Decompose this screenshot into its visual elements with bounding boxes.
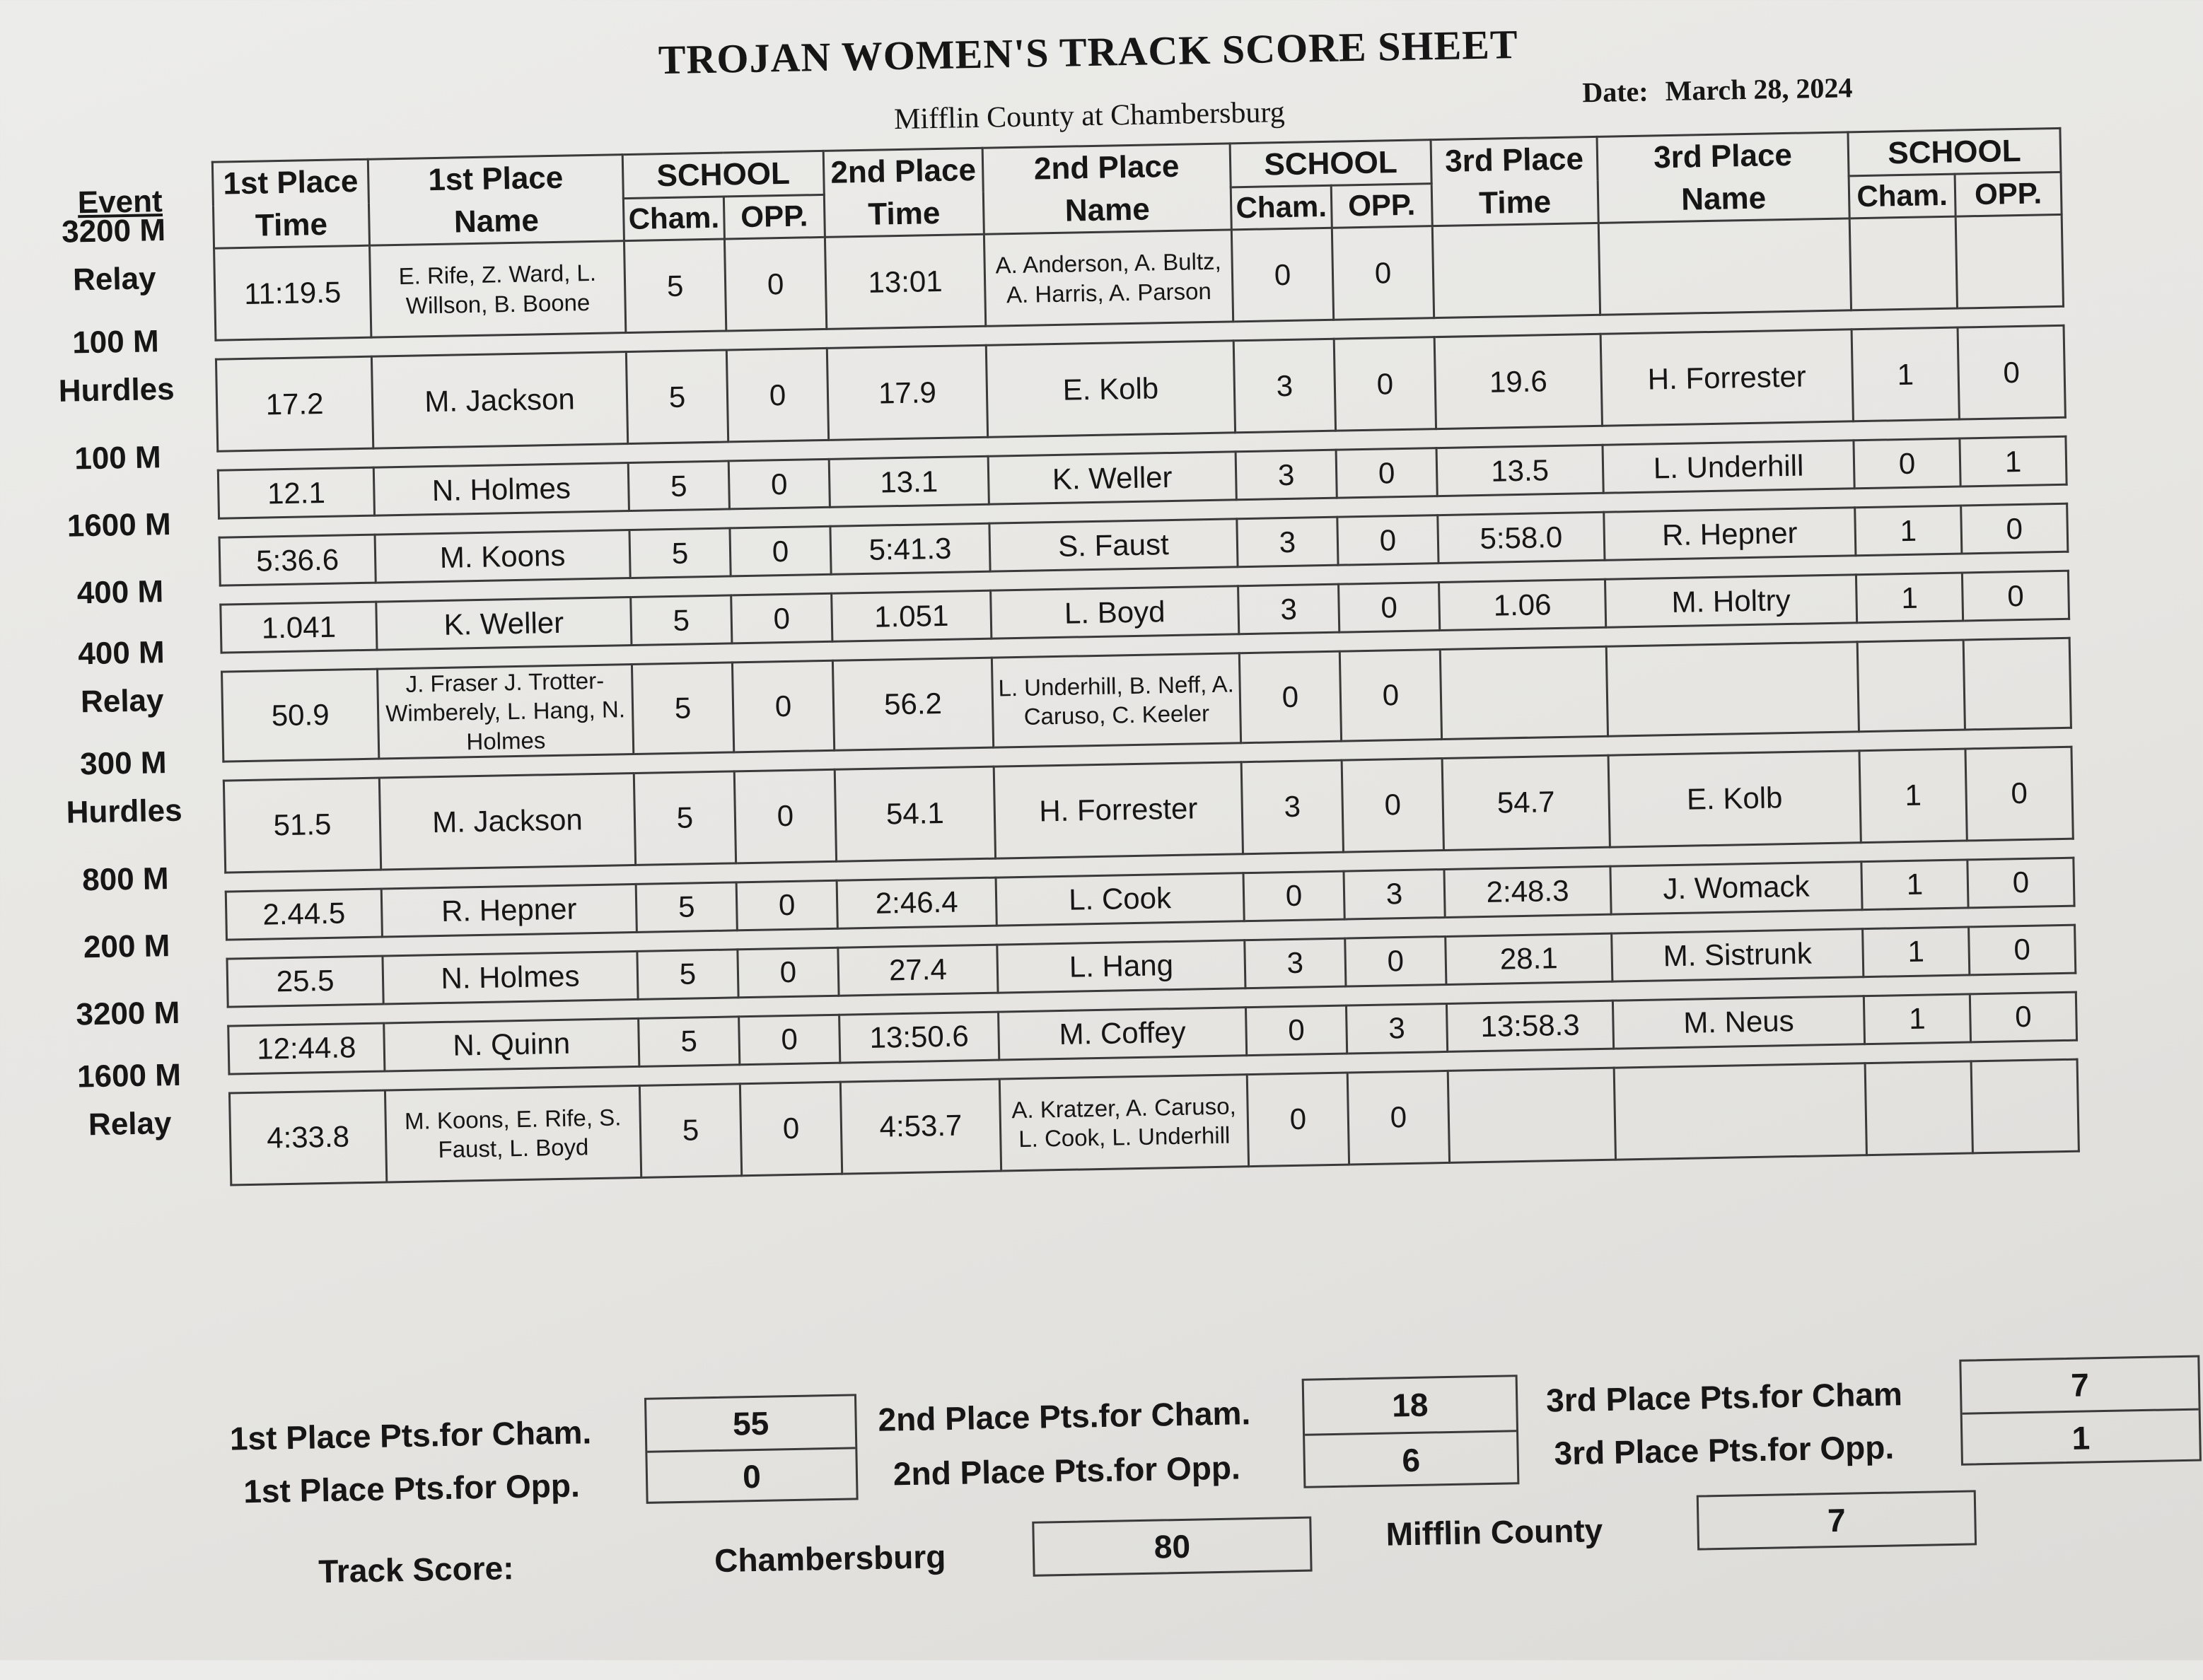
second-place-name: H. Forrester [994,762,1243,858]
second-place-opp: 0 [1339,650,1441,741]
third-place-time [1432,223,1600,317]
event-label-line: Hurdles [66,793,182,830]
first-place-opp: 0 [740,1082,842,1176]
event-label [22,433,214,484]
third-cham-label: 3rd Place Pts.for Cham [1545,1375,1903,1419]
event-label-line: 400 M [77,635,165,672]
header-third-time: 3rd Place Time [1431,136,1598,226]
first-place-time: 12.1 [218,467,374,518]
third-place-name: M. Sistrunk [1612,929,1864,981]
first-place-cham: 5 [639,1017,740,1067]
second-place-cham: 0 [1231,228,1333,322]
first-opp-label: 1st Place Pts.for Opp. [243,1466,581,1510]
event-label-line: Relay [72,261,156,298]
event-label [25,628,218,728]
second-place-time: 13:01 [825,234,985,329]
third-place-name: L. Underhill [1603,441,1854,493]
header-opp-3: OPP. [1955,173,2062,216]
second-place-opp: 0 [1336,448,1437,498]
third-place-cham [1849,216,1957,310]
track-score-label: Track Score: [318,1549,514,1590]
first-place-cham: 5 [639,1084,741,1178]
third-place-cham: 1 [1864,994,1970,1044]
second-place-name: L. Boyd [991,586,1239,638]
third-place-cham: 1 [1852,327,1959,421]
third-place-cham: 1 [1861,860,1968,910]
second-place-name: L. Underhill, B. Neff, A. Caruso, C. Keeler [992,653,1240,747]
first-place-name: J. Fraser J. Trotter-Wimberely, L. Hang, N. Holmes [378,665,634,759]
third-place-cham: 1 [1859,749,1967,843]
third-place-time: 19.6 [1434,334,1602,428]
third-opp-points: 1 [1963,1408,2199,1466]
first-place-time: 2.44.5 [226,889,382,940]
event-label [23,500,215,552]
third-place-name [1598,218,1851,315]
first-place-time: 25.5 [227,956,383,1007]
event-label-line: 3200 M [76,995,180,1032]
sheet-title: TROJAN WOMEN'S TRACK SCORE SHEET [658,21,1519,83]
third-place-opp: 0 [1962,571,2069,621]
away-team-score: 7 [1697,1490,1977,1550]
third-place-time: 13.5 [1436,445,1603,496]
third-place-opp [1955,214,2063,308]
third-place-time: 1.06 [1439,579,1606,630]
second-place-time: 5:41.3 [830,523,990,574]
first-place-name: R. Hepner [381,884,637,937]
event-label-line: 100 M [74,440,162,477]
third-place-opp: 0 [1967,858,2074,908]
second-place-time: 27.4 [838,945,998,996]
third-place-name: R. Hepner [1604,508,1856,560]
event-column-header: Event [77,184,163,221]
third-opp-label: 3rd Place Pts.for Opp. [1554,1428,1895,1472]
first-place-cham: 5 [637,950,738,1000]
first-place-cham: 5 [631,595,732,646]
third-place-cham [1865,1061,1972,1155]
second-place-time: 17.9 [827,345,987,440]
first-place-time: 5:36.6 [219,535,376,585]
second-opp-label: 2nd Place Pts.for Opp. [893,1449,1241,1493]
third-place-time: 54.7 [1442,755,1610,850]
event-label-line: 200 M [83,928,170,965]
event-label-line: Hurdles [58,371,175,409]
second-place-cham: 3 [1237,517,1338,567]
third-place-time [1448,1068,1615,1162]
second-place-time: 1.051 [832,590,992,641]
date-value: March 28, 2024 [1665,71,1853,107]
event-label [24,567,216,619]
event-label [28,738,220,838]
second-place-opp: 0 [1337,515,1438,566]
first-place-cham: 5 [632,663,733,754]
header-opp-1: OPP. [723,195,825,239]
second-place-cham: 0 [1239,651,1341,742]
first-place-cham: 5 [636,882,737,933]
first-place-cham: 5 [626,350,728,444]
first-place-cham: 5 [629,528,731,578]
header-cham-1: Cham. [623,197,724,240]
date-label: Date: [1581,75,1649,109]
second-place-cham: 3 [1236,450,1337,500]
third-place-time: 13:58.3 [1446,1001,1613,1051]
third-place-cham: 0 [1854,438,1960,489]
event-label [30,854,221,906]
event-label [20,317,212,416]
header-cham-2: Cham. [1231,186,1332,230]
second-opp-points: 6 [1305,1430,1517,1488]
header-first-name: 1st Place Name [368,155,624,246]
first-place-time: 50.9 [222,669,379,762]
first-place-name: N. Holmes [373,463,629,516]
third-cham-points: 7 [2070,1366,2090,1404]
first-place-name: M. Jackson [371,352,627,449]
second-place-opp: 0 [1345,936,1446,986]
third-place-opp [1971,1059,2079,1153]
second-place-opp: 0 [1339,583,1440,633]
first-place-time: 4:33.8 [229,1090,386,1185]
event-label [32,988,223,1040]
header-first-time: 1st Place Time [212,159,369,248]
first-place-cham: 5 [628,461,729,511]
second-place-time: 56.2 [832,658,993,750]
header-school-3: SCHOOL [1848,128,2061,176]
second-place-name: M. Coffey [999,1008,1247,1060]
event-label-line: 1600 M [76,1057,182,1095]
header-school-1: SCHOOL [622,151,824,199]
third-place-opp: 0 [1970,992,2076,1042]
event-label-line: 3200 M [61,212,166,250]
meet-date [1582,71,1853,109]
first-opp-points: 0 [647,1447,856,1503]
header-school-2: SCHOOL [1230,140,1431,188]
second-place-time: 4:53.7 [840,1079,1001,1174]
third-place-name [1614,1063,1866,1159]
third-place-name: E. Kolb [1608,751,1861,847]
event-label [33,1050,226,1150]
home-team-name: Chambersburg [714,1538,946,1580]
second-place-name: K. Weller [988,452,1236,504]
second-place-opp: 3 [1346,1003,1447,1054]
event-label-line: 400 M [76,574,164,611]
first-place-name: N. Quinn [384,1018,639,1071]
first-place-cham: 5 [634,771,736,865]
second-place-opp: 3 [1344,869,1445,919]
third-place-name: J. Womack [1610,862,1862,914]
first-place-name: N. Holmes [383,951,638,1004]
second-cham-points: 18 [1391,1386,1429,1424]
third-place-name: H. Forrester [1600,329,1853,426]
away-team-name: Mifflin County [1385,1512,1603,1553]
first-place-opp: 0 [731,593,832,643]
meet-subtitle: Mifflin County at Chambersburg [893,95,1286,136]
third-place-points-box [1959,1355,2202,1466]
first-place-time: 11:19.5 [214,245,371,340]
third-place-opp: 0 [1958,325,2065,419]
third-place-time: 2:48.3 [1444,866,1611,917]
first-place-opp: 0 [734,769,836,863]
third-place-time: 28.1 [1446,933,1612,984]
event-label-line: 1600 M [66,506,172,544]
first-place-name: M. Koons, E. Rife, S. Faust, L. Boyd [385,1085,641,1182]
third-place-opp [1963,638,2071,729]
event-label-line: Relay [88,1106,172,1143]
second-place-name: L. Cook [996,873,1244,926]
first-place-opp: 0 [724,237,826,331]
first-place-name: M. Koons [375,530,630,583]
first-place-name: M. Jackson [379,773,635,870]
second-place-time: 13:50.6 [839,1012,999,1063]
event-label [31,921,223,973]
second-place-points-box [1302,1375,1520,1488]
third-place-name: M. Neus [1612,996,1864,1048]
first-place-points-box [644,1394,859,1503]
second-place-cham: 0 [1245,1005,1347,1056]
first-cham-label: 1st Place Pts.for Cham. [229,1413,592,1457]
first-place-time: 51.5 [223,778,380,873]
second-place-name: E. Kolb [986,341,1235,437]
third-place-cham [1857,640,1965,731]
second-place-opp: 0 [1334,337,1436,431]
second-place-name: S. Faust [989,519,1238,571]
header-second-name: 2nd Place Name [982,144,1231,234]
second-place-cham: 3 [1245,938,1346,988]
header-third-name: 3rd Place Name [1597,132,1849,223]
results-table [211,127,2080,1186]
event-label-line: 100 M [71,323,160,361]
header-second-time: 2nd Place Time [823,148,984,237]
second-place-opp: 0 [1342,758,1443,852]
first-place-cham: 5 [624,239,726,333]
second-place-time: 2:46.4 [837,877,996,928]
first-cham-points: 55 [732,1404,769,1442]
home-team-score: 80 [1032,1517,1312,1577]
second-place-name: L. Hang [997,940,1245,993]
first-place-opp: 0 [739,1015,840,1065]
first-place-opp: 0 [726,348,828,442]
first-place-opp: 0 [738,947,839,998]
first-place-name: K. Weller [376,597,632,651]
results-body [214,214,2079,1184]
second-place-name: A. Anderson, A. Bultz, A. Harris, A. Parson [984,230,1233,326]
third-place-name [1606,642,1859,736]
third-place-cham: 1 [1856,573,1963,623]
header-cham-3: Cham. [1849,174,1955,218]
first-place-time: 17.2 [216,356,373,451]
second-place-opp: 0 [1347,1071,1449,1165]
third-place-opp: 0 [1961,503,2068,554]
second-place-cham: 3 [1238,584,1339,634]
event-label-line: 800 M [81,861,169,898]
third-place-time: 5:58.0 [1438,512,1605,563]
first-place-opp: 0 [730,526,831,576]
third-place-opp: 0 [1969,925,2076,975]
second-place-time: 13.1 [829,456,989,507]
event-label-line: Relay [80,683,164,720]
first-place-time: 12:44.8 [228,1023,385,1074]
third-place-cham: 1 [1863,927,1970,977]
third-place-time [1440,646,1608,739]
second-cham-label: 2nd Place Pts.for Cham. [878,1394,1251,1438]
third-place-cham: 1 [1855,506,1962,556]
first-place-opp: 0 [732,660,834,752]
third-place-opp: 1 [1960,436,2067,486]
second-place-opp: 0 [1332,226,1434,320]
event-label-line: 300 M [79,745,167,782]
second-place-name: A. Kratzer, A. Caruso, L. Cook, L. Underhill [999,1074,1248,1170]
first-place-name: E. Rife, Z. Ward, L. Willson, B. Boone [370,241,626,338]
first-place-opp: 0 [736,880,837,931]
second-place-cham: 0 [1243,871,1344,921]
event-label [18,206,210,305]
third-place-name: M. Holtry [1605,575,1856,627]
third-place-opp: 0 [1965,747,2073,841]
first-place-time: 1.041 [221,602,377,653]
second-place-cham: 0 [1247,1073,1349,1167]
first-place-opp: 0 [728,459,830,509]
header-opp-2: OPP. [1331,184,1432,228]
second-place-cham: 3 [1241,760,1343,854]
second-place-cham: 3 [1233,339,1335,433]
second-place-time: 54.1 [835,766,995,861]
